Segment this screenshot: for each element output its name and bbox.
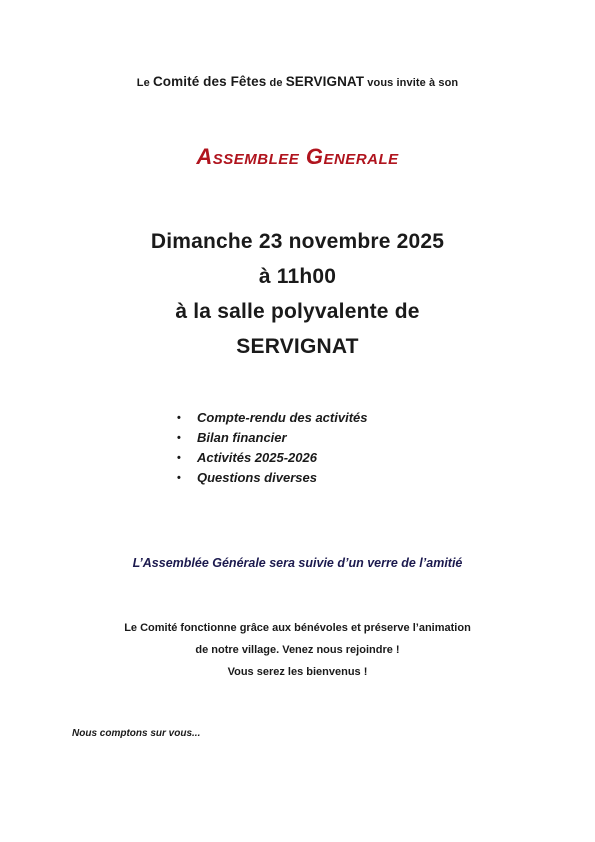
event-time: à 11h00 [258, 265, 337, 288]
signoff: Nous comptons sur vous... [72, 728, 201, 739]
bullet-icon: • [177, 452, 181, 464]
bullet-icon: • [177, 432, 181, 444]
message-line-3: Vous serez les bienvenus ! [227, 666, 368, 678]
agenda-item [175, 408, 368, 428]
followup-note: L’Assemblée Générale sera suivie d’un verre de l’amitié [132, 556, 463, 570]
message-line-1: Le Comité fonctionne grâce aux bénévoles et préserve l’animation [124, 622, 471, 634]
agenda-item [175, 448, 368, 468]
intro-prefix: Le [136, 77, 150, 89]
committee-name: Comité des Fêtes [152, 74, 267, 89]
agenda-item-label: Compte-rendu des activités [197, 410, 368, 425]
intro-de: de [269, 77, 283, 89]
intro-line [0, 74, 595, 89]
agenda-item [175, 468, 368, 488]
agenda-list [175, 408, 368, 488]
intro-suffix: vous invite à son [367, 77, 459, 89]
agenda-item [175, 428, 368, 448]
intro-village: SERVIGNAT [285, 74, 365, 89]
event-date: Dimanche 23 novembre 2025 [150, 230, 445, 253]
agenda-item-label: Activités 2025-2026 [197, 450, 317, 465]
event-title: Assemblee Generale [196, 144, 399, 169]
agenda-item-label: Questions diverses [197, 470, 317, 485]
bullet-icon: • [177, 472, 181, 484]
bullet-icon: • [177, 412, 181, 424]
event-place: à la salle polyvalente de [175, 300, 420, 323]
agenda-item-label: Bilan financier [197, 430, 287, 445]
message-line-2: de notre village. Venez nous rejoindre ! [195, 644, 400, 656]
event-village: SERVIGNAT [236, 335, 359, 358]
